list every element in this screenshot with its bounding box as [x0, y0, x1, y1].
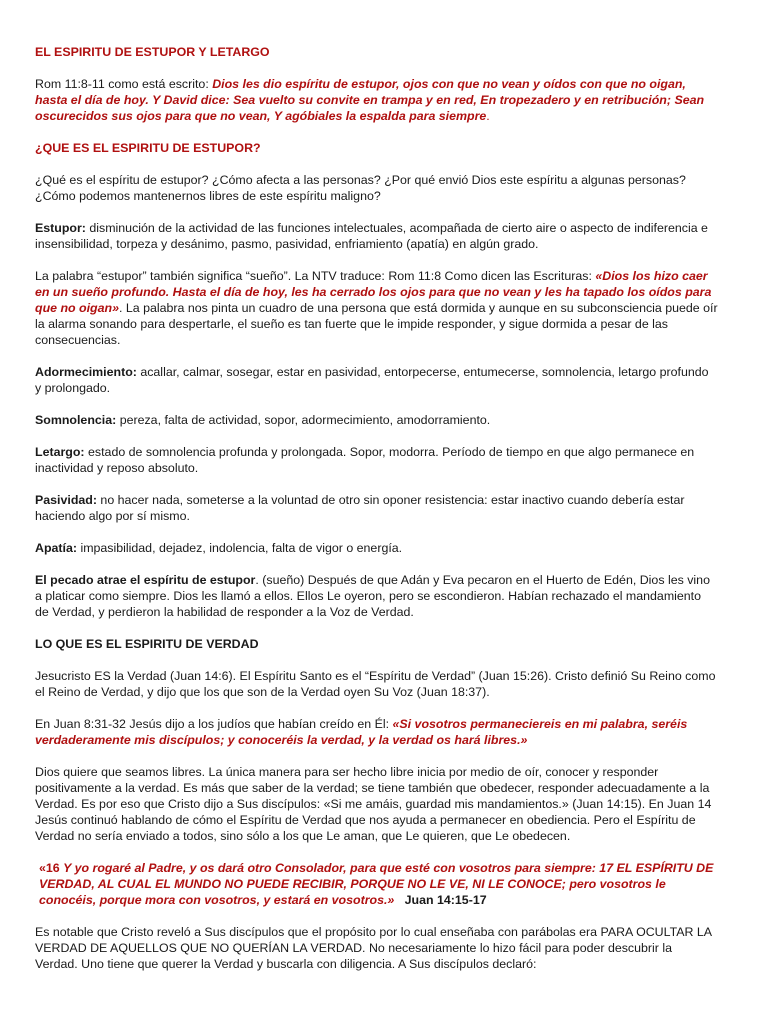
- paragraph-parabolas: Es notable que Cristo reveló a Sus discípulos que el propósito por lo cual enseñaba con parábolas era PARA OCULTAR LA VERDAD DE AQUELLOS QUE NO QUERÍAN LA VERDAD. No necesariamente lo hizo fácil para poder descubrir la Verdad. Uno tiene que querer la Verdad y buscarla con diligencia. A Sus discípulos declaró:: [35, 925, 712, 971]
- paragraph-romans: [35, 76, 718, 124]
- juan-8-intro: En Juan 8:31-32 Jesús dijo a los judíos que habían creído en Él:: [35, 717, 393, 731]
- ntv-quote: «Dios los hizo caer en un sueño profundo. Hasta el día de hoy, les ha cerrado los ojos para que no vean y les ha tapado los oídos para que no oigan»: [35, 269, 712, 315]
- term-pasividad: Pasividad:: [35, 493, 97, 507]
- def-letargo: estado de somnolencia profunda y prolongada. Sopor, modorra. Período de tiempo en que algo permanece en inactividad y reposo absoluto.: [35, 445, 695, 475]
- definition-pasividad: [35, 492, 718, 524]
- paragraph-juan-14: [35, 860, 718, 908]
- paragraph-jesucristo: Jesucristo ES la Verdad (Juan 14:6). El Espíritu Santo es el “Espíritu de Verdad” (Juan 15:26). Cristo definió Su Reino como el Reino de Verdad, y dijo que los que son de la Verdad oyen Su Voz (Juan 18:37).: [35, 669, 716, 699]
- verse-open: «16: [39, 861, 64, 875]
- juan-14-quote: Y yo rogaré al Padre, y os dará otro Consolador, para que esté con vosotros para siempre: 17 EL ESPÍRITU DE VERDAD, AL CUAL EL MUNDO NO PUEDE RECIBIR, PORQUE NO LE VE, NI LE CONOCE; pero vosotros le conocéis, porque mora con vosotros, y estará en vosotros.»: [39, 861, 714, 907]
- romans-end: .: [486, 109, 490, 123]
- romans-quote: Dios les dio espíritu de estupor, ojos con que no vean y oídos con que no oigan, hasta el día de hoy. Y David dice: Sea vuelto su convite en trampa y en red, En tropezadero y en retribución; Sean oscurecidos sus ojos para que no vean, Y agóbiales la espalda para siempre: [35, 77, 705, 123]
- term-letargo: Letargo:: [35, 445, 85, 459]
- term-adormecimiento: Adormecimiento:: [35, 365, 137, 379]
- sueno-intro: La palabra “estupor” también significa “sueño”. La NTV traduce: Rom 11:8 Como dicen las Escrituras:: [35, 269, 596, 283]
- paragraph-sueno: [35, 268, 718, 348]
- definition-adormecimiento: [35, 364, 718, 396]
- document-title: EL ESPIRITU DE ESTUPOR Y LETARGO: [35, 45, 270, 59]
- term-somnolencia: Somnolencia:: [35, 413, 117, 427]
- heading-que-es-estupor: ¿QUE ES EL ESPIRITU DE ESTUPOR?: [35, 141, 261, 155]
- term-estupor: Estupor:: [35, 221, 86, 235]
- sueno-rest: . La palabra nos pinta un cuadro de una persona que está dormida y aunque en su subconsciencia puede oír la alarma sonando para despertarle, el sueño es tan fuerte que le impide responder, y sigue dormida a pesar de las consecuencias.: [35, 301, 718, 347]
- romans-reference: Rom 11:8-11 como está escrito:: [35, 77, 213, 91]
- paragraph-juan-8: [35, 716, 718, 748]
- definition-estupor: [35, 220, 718, 252]
- juan-8-quote: «Si vosotros permaneciereis en mi palabra, seréis verdaderamente mis discípulos; y conoceréis la verdad, y la verdad os hará libres.»: [35, 717, 688, 747]
- def-somnolencia: pereza, falta de actividad, sopor, adormecimiento, amodorramiento.: [116, 413, 491, 427]
- paragraph-questions: ¿Qué es el espíritu de estupor? ¿Cómo afecta a las personas? ¿Por qué envió Dios este espíritu a algunas personas? ¿Cómo podemos mantenernos libres de este espíritu maligno?: [35, 173, 686, 203]
- definition-somnolencia: [35, 412, 718, 428]
- paragraph-pecado: [35, 572, 718, 620]
- def-pecado: . (sueño) Después de que Adán y Eva pecaron en el Huerto de Edén, Dios les vino a platicar como siempre. Dios les llamó a ellos. Ellos Le oyeron, pero se escondieron. Habían rechazado el mandamiento de Verdad, y perdieron la habilidad de responder a la Voz de Verdad.: [35, 573, 710, 619]
- definition-apatia: [35, 540, 718, 556]
- definition-letargo: [35, 444, 718, 476]
- term-pecado: El pecado atrae el espíritu de estupor: [35, 573, 256, 587]
- def-pasividad: no hacer nada, someterse a la voluntad de otro sin oponer resistencia: estar inactivo cuando debería estar haciendo algo por sí mismo.: [35, 493, 685, 523]
- paragraph-libres: Dios quiere que seamos libres. La única manera para ser hecho libre inicia por medio de oír, conocer y responder positivamente a la verdad. Es más que saber de la verdad; se tiene también que obedecer, responder adecuadamente a la Verdad. Es por eso que Cristo dijo a Sus discípulos: «Si me amáis, guardad mis mandamientos.» (Juan 14:15). En Juan 14 Jesús continuó hablando de cómo el Espíritu de Verdad que nos ayuda a permanecer en obediencia. Pero el Espíritu de Verdad no sería enviado a todos, sino sólo a los que Le aman, que Le quieren, que Le obedecen.: [35, 765, 712, 843]
- term-apatia: Apatía:: [35, 541, 77, 555]
- def-adormecimiento: acallar, calmar, sosegar, estar en pasividad, entorpecerse, entumecerse, somnolencia, letargo profundo y prolongado.: [35, 365, 709, 395]
- juan-14-reference: Juan 14:15-17: [394, 893, 487, 907]
- def-estupor: disminución de la actividad de las funciones intelectuales, acompañada de cierto aire o aspecto de indiferencia e insensibilidad, torpeza y desánimo, pasmo, pasividad, enfriamiento (apatía) en algún grado.: [35, 221, 708, 251]
- def-apatia: impasibilidad, dejadez, indolencia, falta de vigor o energía.: [77, 541, 403, 555]
- heading-espiritu-verdad: LO QUE ES EL ESPIRITU DE VERDAD: [35, 637, 259, 651]
